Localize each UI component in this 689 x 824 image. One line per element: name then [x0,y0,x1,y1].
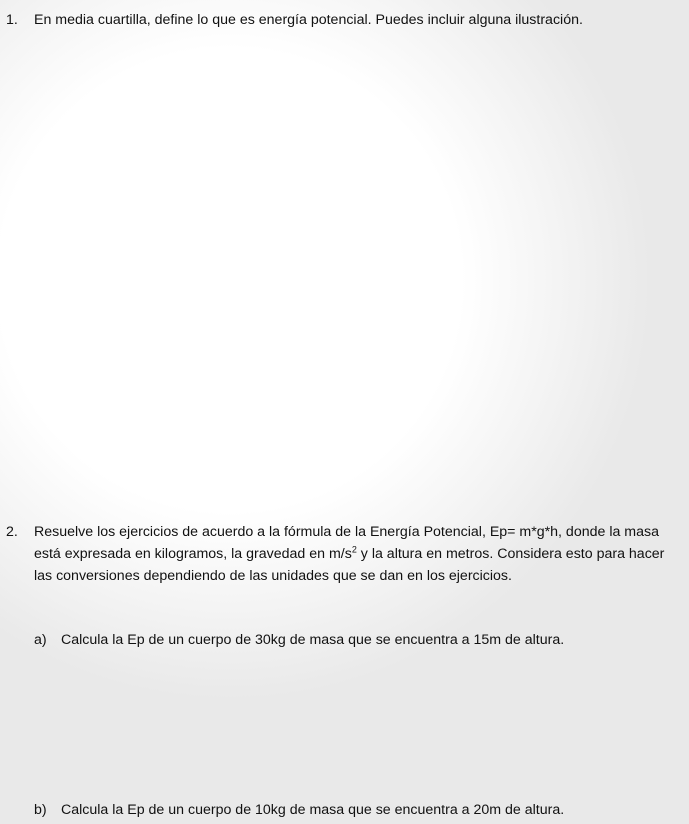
subquestion-a-text: Calcula la Ep de un cuerpo de 30kg de masa que se encuentra a 15m de altura. [61,632,565,648]
question-1-number: 1. [6,12,18,28]
question-2-text-part-2: y la altura en metros. Considera esto para hacer las conversiones dependiendo de las unidades que se dan en los ejercicios. [34,546,665,584]
squared-superscript: 2 [351,544,357,555]
question-2 [6,521,667,587]
subquestion-b-text: Calcula la Ep de un cuerpo de 10kg de masa que se encuentra a 20m de altura. [61,802,565,818]
question-1-text: En media cuartilla, define lo que es energía potencial. Puedes incluir alguna ilustración. [34,12,583,28]
subquestion-b [34,799,667,821]
subquestion-b-label: b) [34,802,47,818]
subquestion-a-label: a) [34,632,47,648]
question-2-text-part-1: Resuelve los ejercicios de acuerdo a la fórmula de la Energía Potencial, Ep= m*g*h, donde la masa está expresada en kilogramos, la gravedad en m/s [34,524,660,562]
question-2-number: 2. [6,524,18,540]
question-2-text [34,521,667,587]
subquestion-a [34,629,667,651]
question-1 [6,9,667,31]
